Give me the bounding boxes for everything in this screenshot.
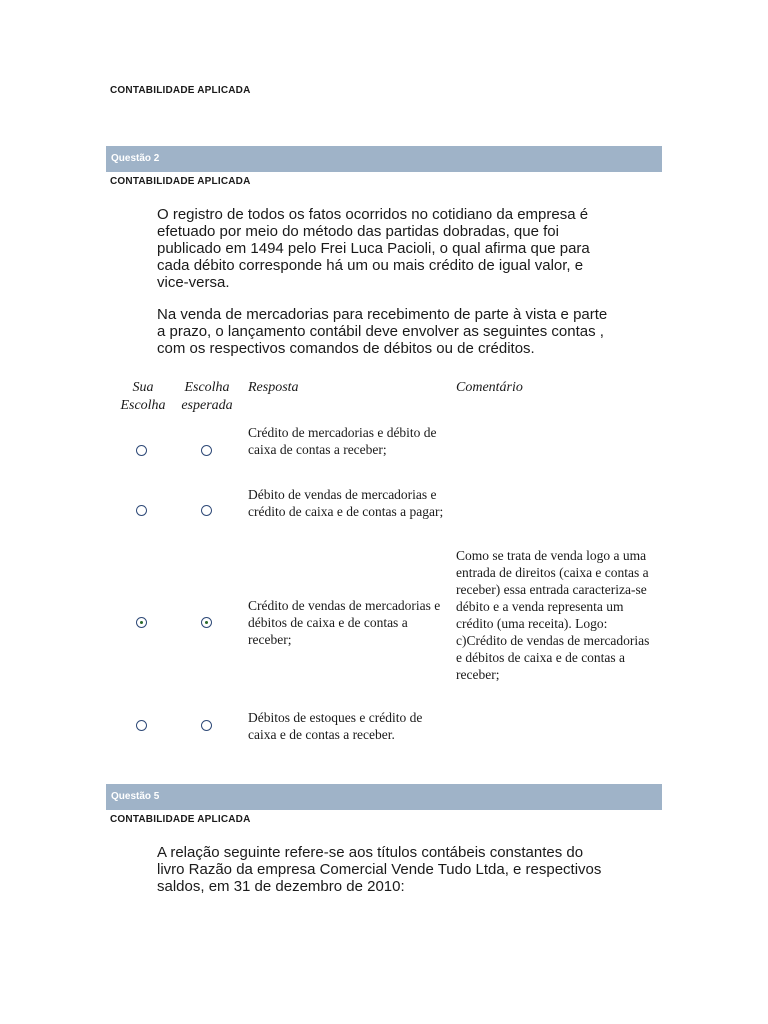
sua-escolha-radio[interactable]	[136, 445, 147, 456]
sua-escolha-radio[interactable]	[136, 720, 147, 731]
question-2-paragraph-2: Na venda de mercadorias para recebimento de parte à vista e parte a prazo, o lançamento contábil deve envolver as seguintes contas , com os respectivos comandos de débitos ou de créditos.	[157, 306, 608, 357]
answer-comment: Como se trata de venda logo a uma entrada de direitos (caixa e contas a receber) essa entrada caracteriza-se débito e a venda representa um crédito (uma receita). Logo: c)Crédito de vendas de mercadorias e débitos de caixa e de contas a receber;	[456, 548, 650, 682]
escolha-esperada-radio[interactable]	[201, 505, 212, 516]
question-2-header: Questão 2	[106, 146, 662, 172]
escolha-esperada-radio-selected[interactable]	[201, 617, 212, 628]
answer-text: Débito de vendas de mercadorias e crédito de caixa e de contas a pagar;	[248, 487, 444, 519]
sua-escolha-radio-selected[interactable]	[136, 617, 147, 628]
question-5-header: Questão 5	[106, 784, 662, 810]
header-sua-escolha: Sua Escolha	[120, 380, 166, 413]
escolha-esperada-radio[interactable]	[201, 445, 212, 456]
header-resposta: Resposta	[248, 380, 299, 395]
document-title: CONTABILIDADE APLICADA	[110, 85, 251, 96]
question-2-subject: CONTABILIDADE APLICADA	[110, 176, 251, 187]
answer-text: Débitos de estoques e crédito de caixa e de contas a receber.	[248, 710, 423, 742]
header-comentario: Comentário	[456, 380, 523, 395]
escolha-esperada-radio[interactable]	[201, 720, 212, 731]
answer-text: Crédito de mercadorias e débito de caixa de contas a receber;	[248, 425, 437, 457]
answer-text: Crédito de vendas de mercadorias e débitos de caixa e de contas a receber;	[248, 598, 441, 647]
sua-escolha-radio[interactable]	[136, 505, 147, 516]
question-5-paragraph-1: A relação seguinte refere-se aos títulos contábeis constantes do livro Razão da empresa Comercial Vende Tudo Ltda, e respectivos saldos, em 31 de dezembro de 2010:	[157, 844, 602, 895]
question-2-paragraph-1: O registro de todos os fatos ocorridos no cotidiano da empresa é efetuado por meio do método das partidas dobradas, que foi publicado em 1494 pelo Frei Luca Pacioli, o qual afirma que para cada débito corresponde há um ou mais crédito de igual valor, e vice-versa.	[157, 206, 590, 291]
header-escolha-esperada: Escolha esperada	[181, 380, 233, 413]
question-5-subject: CONTABILIDADE APLICADA	[110, 814, 251, 825]
